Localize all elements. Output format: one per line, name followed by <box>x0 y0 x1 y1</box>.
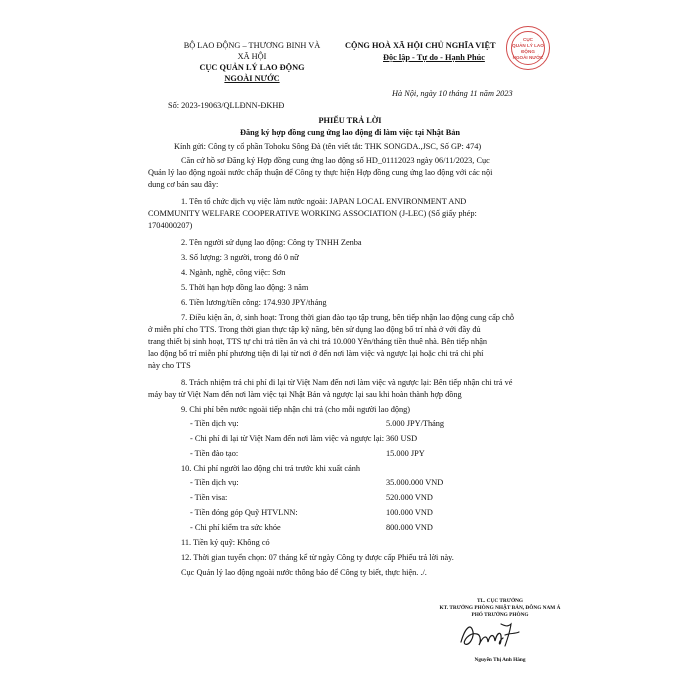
recipient-line: Kính gửi: Công ty cổ phần Tohoku Sông Đà (tên viết tắt: THK SONGDA.,JSC, Số GP: 474) <box>174 142 482 151</box>
item-10-fund-value: 100.000 VND <box>386 508 433 517</box>
date-line: Hà Nội, ngày 10 tháng 11 năm 2023 <box>392 89 513 98</box>
stamp-text-4: NGOÀI NƯỚC <box>512 55 544 60</box>
item-5: 5. Thời hạn hợp đồng lao động: 3 năm <box>181 283 309 292</box>
intro-line-3: dung cơ bản sau đây: <box>148 180 219 189</box>
country-name: CỘNG HOÀ XÃ HỘI CHỦ NGHĨA VIỆT <box>345 41 496 50</box>
national-motto: Độc lập - Tự do - Hạnh Phúc <box>383 53 485 62</box>
item-8-line-2: máy bay từ Việt Nam đến nơi làm việc tại Nhật Bản và ngược lại sau khi hoàn thành hợp đồng <box>148 390 462 399</box>
item-9-training-value: 15.000 JPY <box>386 449 425 458</box>
item-10: 10. Chi phí người lao động chi trả trước khi xuất cảnh <box>181 464 361 473</box>
official-stamp <box>506 26 550 70</box>
item-7-line-5: này cho TTS <box>148 361 191 370</box>
item-12: 12. Thời gian tuyển chọn: 07 tháng kể từ ngày Công ty được cấp Phiếu trả lời này. <box>181 553 454 562</box>
intro-line-2: Quản lý lao động ngoài nước chấp thuận để Công ty thực hiện Hợp đồng cung ứng lao động với các nội <box>148 168 493 177</box>
signature-title-2: KT. TRƯỞNG PHÒNG NHẬT BẢN, ĐÔNG NAM Á <box>439 605 561 611</box>
item-7-line-2: ở miễn phí cho TTS. Trong thời gian thực tập kỹ năng, bên sử dụng lao động bố trí nhà ở với đầy đủ <box>148 325 481 334</box>
item-10-service-value: 35.000.000 VND <box>386 478 444 487</box>
item-10-health-value: 800.000 VND <box>386 523 433 532</box>
item-7-line-3: trang thiết bị sinh hoạt, TTS tự chi trả tiền ăn và chi trả 10.000 Yên/tháng tiền thuê nhà. Bên tiếp nhận <box>148 337 488 346</box>
item-9-service-value: 5.000 JPY/Tháng <box>386 419 445 428</box>
stamp-text-2: QUẢN LÝ LAO <box>512 43 544 48</box>
signature-title-1: TL. CỤC TRƯỞNG <box>476 598 524 604</box>
item-9: 9. Chi phí bên nước ngoài tiếp nhận chi trả (cho mỗi người lao động) <box>181 405 411 414</box>
ministry-name-cont: XÃ HỘI <box>237 52 267 61</box>
signature-title-3: PHÓ TRƯỞNG PHÒNG <box>471 612 529 618</box>
item-10-visa-value: 520.000 VND <box>386 493 433 502</box>
item-1-line-3: 1704000207) <box>148 221 193 230</box>
department-name: CỤC QUẢN LÝ LAO ĐỘNG <box>199 63 305 72</box>
item-10-visa-label: - Tiền visa: <box>190 493 228 502</box>
item-9-training-label: - Tiền đào tạo: <box>190 449 239 458</box>
item-9-service-label: - Tiền dịch vụ: <box>190 419 239 428</box>
item-7-line-1: 7. Điều kiện ăn, ở, sinh hoạt: Trong thời gian đào tạo tập trung, bên tiếp nhận lao động cung cấp chỗ <box>181 313 514 322</box>
item-4: 4. Ngành, nghề, công việc: Sơn <box>181 268 286 277</box>
department-name-cont: NGOÀI NƯỚC <box>224 74 280 83</box>
item-7-line-4: lao động bố trí miễn phí phương tiện đi lại từ nơi ở đến nơi làm việc và ngược lại hoặc chi trả chi phí <box>148 349 484 358</box>
intro-line-1: Căn cứ hồ sơ Đăng ký Hợp đồng cung ứng lao động số HD_01112023 ngày 06/11/2023, Cục <box>181 156 490 165</box>
item-9-travel-label: - Chi phí đi lại từ Việt Nam đến nơi làm việc và ngược lại: <box>190 434 385 443</box>
item-8-line-1: 8. Trách nhiệm trả chi phí đi lại từ Việt Nam đến nơi làm việc và ngược lại: Bên tiếp nhận chi trả vé <box>181 378 513 387</box>
item-6: 6. Tiền lương/tiền công: 174.930 JPY/tháng <box>181 298 327 307</box>
item-3: 3. Số lượng: 3 người, trong đó 0 nữ <box>181 253 299 262</box>
item-10-fund-label: - Tiền đóng góp Quỹ HTVLNN: <box>190 508 298 517</box>
closing-line: Cục Quản lý lao động ngoài nước thông báo để Công ty biết, thực hiện. ./. <box>181 568 427 577</box>
handwritten-signature-icon <box>455 618 525 652</box>
document-title: PHIẾU TRẢ LỜI <box>318 116 382 125</box>
document-subtitle: Đăng ký hợp đồng cung ứng lao động đi làm việc tại Nhật Bản <box>239 128 461 137</box>
item-1-line-1: 1. Tên tổ chức dịch vụ việc làm nước ngoài: JAPAN LOCAL ENVIRONMENT AND <box>181 197 467 206</box>
document-number: Số: 2023-19063/QLLĐNN-ĐKHĐ <box>168 101 285 110</box>
item-11: 11. Tiền ký quỹ: Không có <box>181 538 270 547</box>
item-2: 2. Tên người sử dụng lao động: Công ty TNHH Zenba <box>181 238 362 247</box>
item-10-health-label: - Chi phí kiểm tra sức khỏe <box>190 523 281 532</box>
item-9-travel-value: 360 USD <box>386 434 418 443</box>
ministry-name: BỘ LAO ĐỘNG – THƯƠNG BINH VÀ <box>183 41 321 50</box>
stamp-text-3: ĐỘNG <box>521 49 535 54</box>
item-10-service-label: - Tiền dịch vụ: <box>190 478 239 487</box>
stamp-text-1: CỤC <box>523 37 533 42</box>
signer-name: Nguyễn Thị Anh Hằng <box>474 657 526 663</box>
item-1-line-2: COMMUNITY WELFARE COOPERATIVE WORKING ASSOCIATION (J-LEC) (Số giấy phép: <box>148 209 477 218</box>
